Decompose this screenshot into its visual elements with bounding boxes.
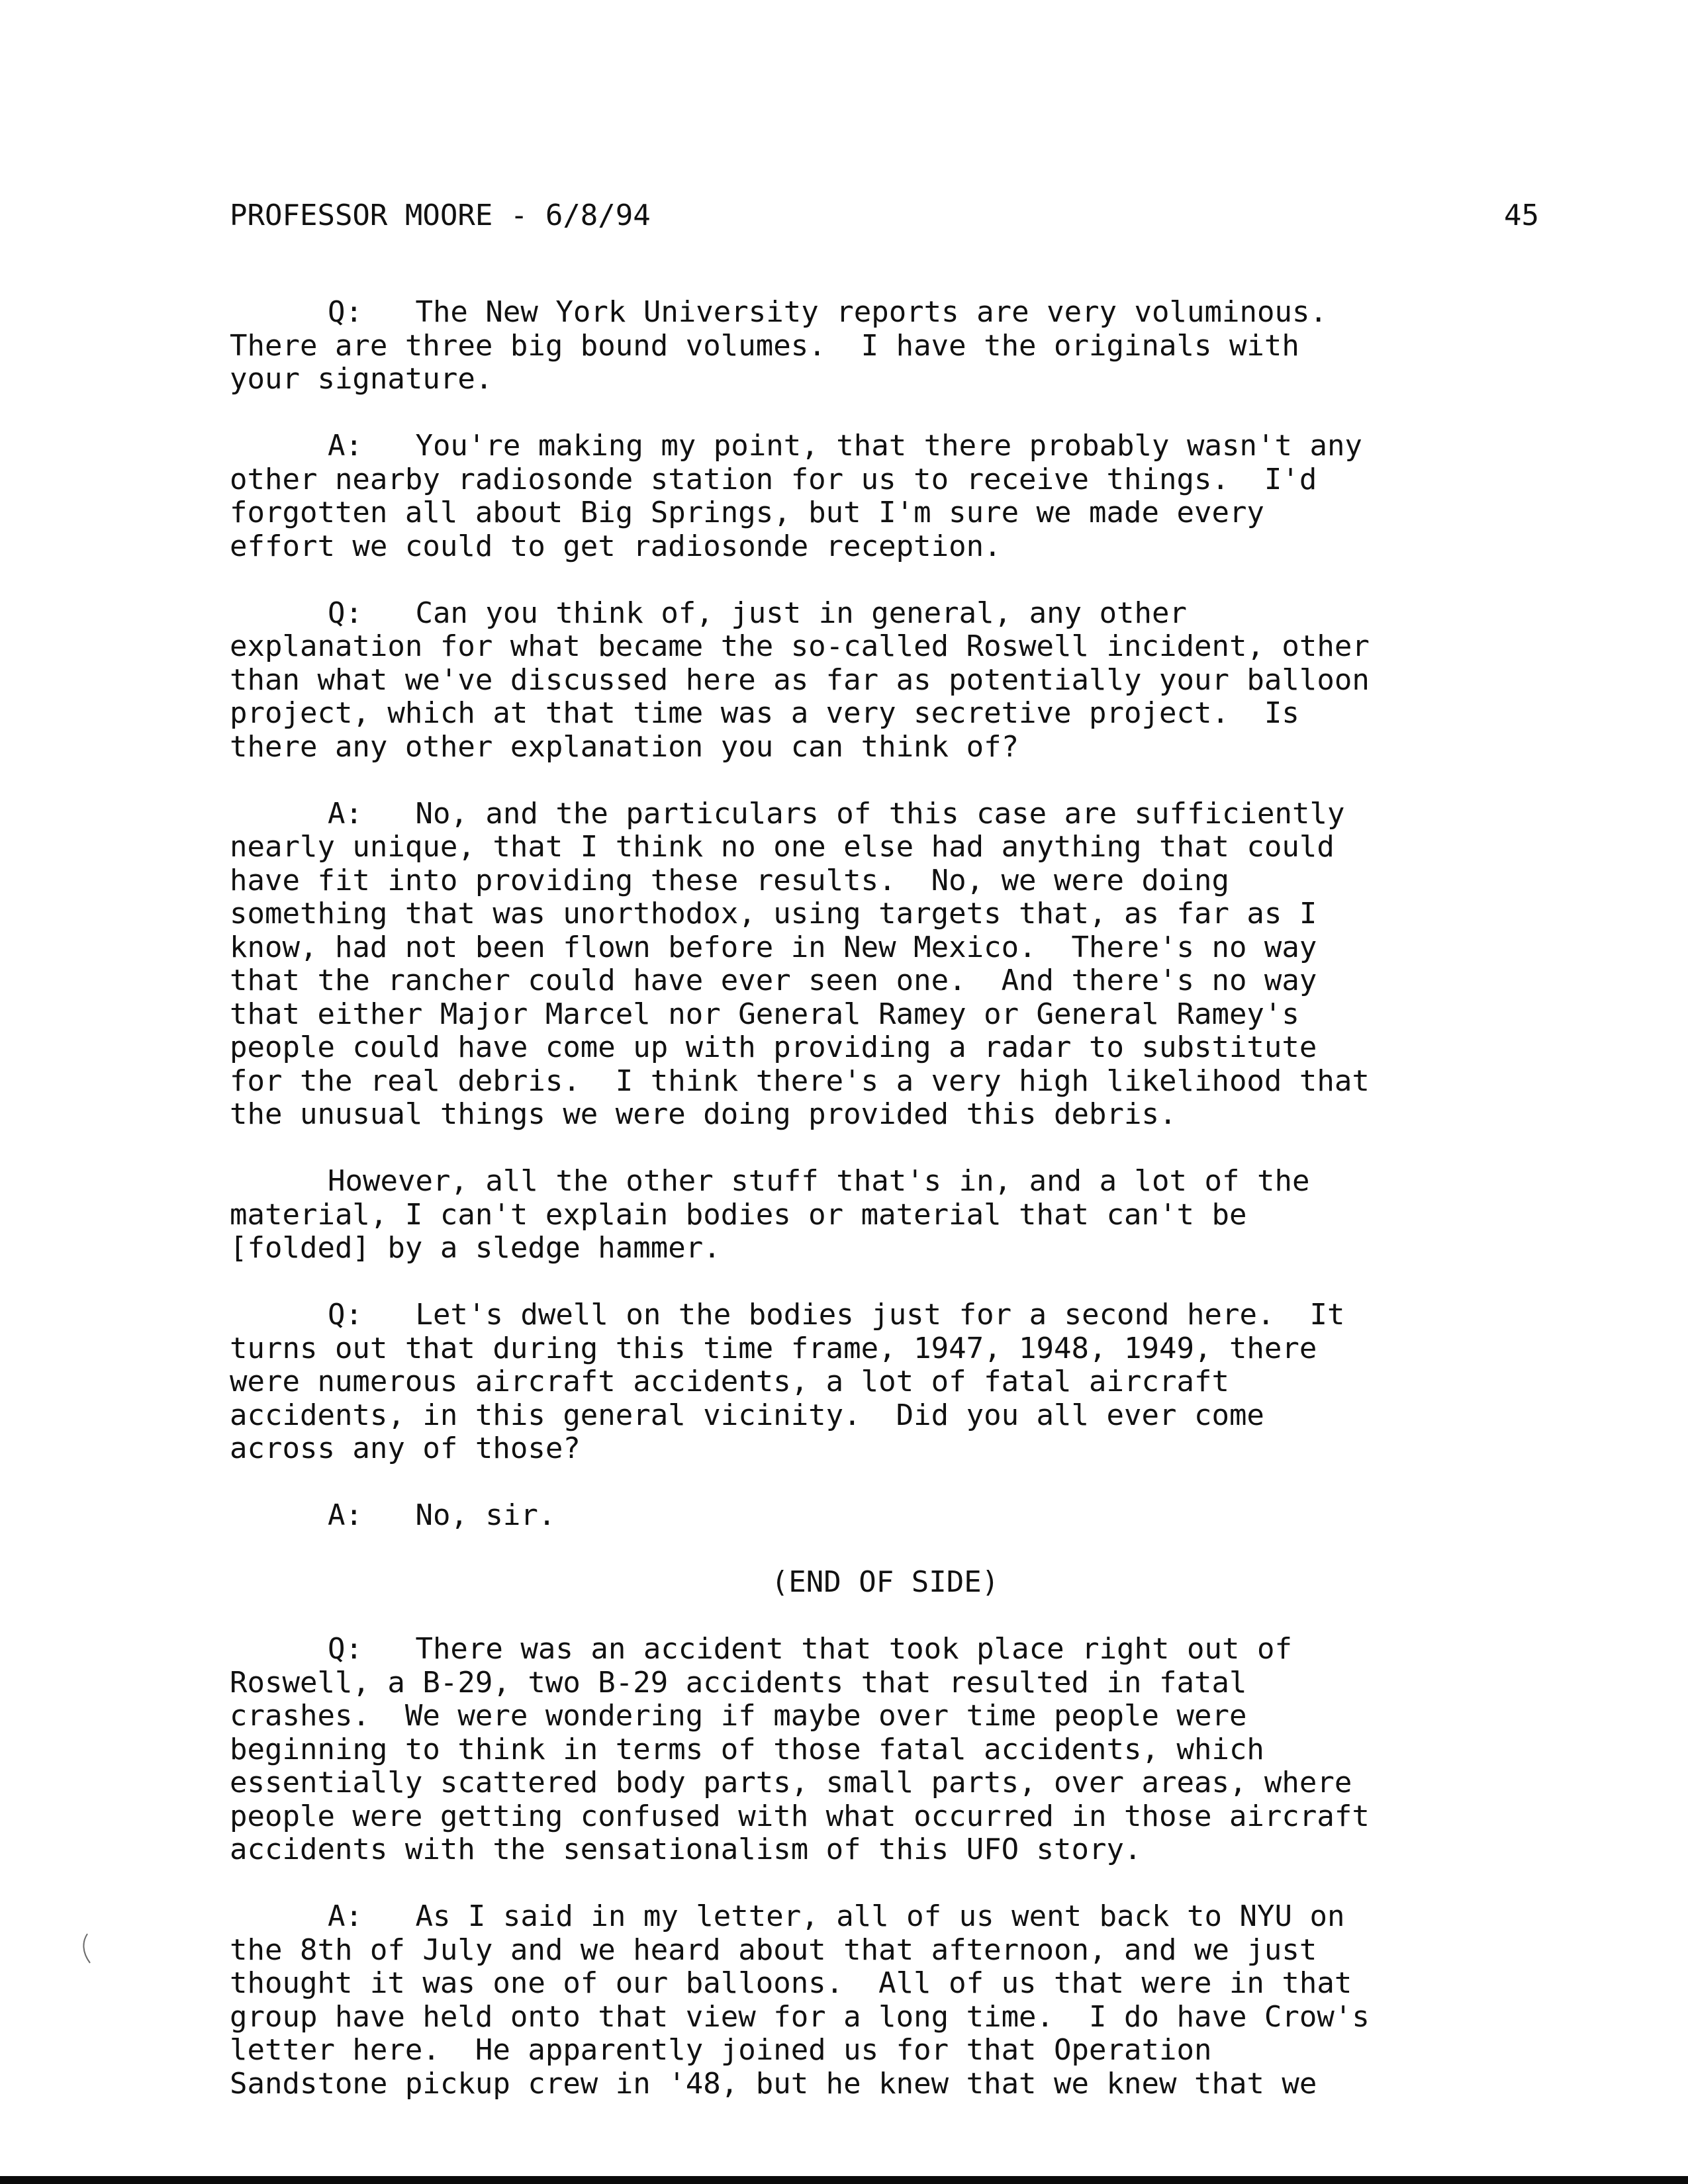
text-line: There are three big bound volumes. I have the originals with <box>230 328 1299 363</box>
page-bottom-edge <box>0 2176 1688 2184</box>
page-header <box>230 199 1539 233</box>
text-line: that the rancher could have ever seen one. And there's no way <box>230 964 1317 997</box>
text-line: something that was unorthodox, using targets that, as far as I <box>230 897 1317 931</box>
text-line: people were getting confused with what occurred in those aircraft <box>230 1799 1370 1833</box>
text-line: know, had not been flown before in New Mexico. There's no way <box>230 930 1317 964</box>
text-line: that either Major Marcel nor General Ramey or General Ramey's <box>230 997 1299 1031</box>
margin-pen-mark <box>78 1933 94 1966</box>
text-line: project, which at that time was a very secretive project. Is <box>230 696 1299 730</box>
text-line: A: No, sir. <box>328 1498 556 1532</box>
text-line: people could have come up with providing a radar to substitute <box>230 1030 1317 1064</box>
transcript-body <box>230 296 1540 2134</box>
end-of-side-note: (END OF SIDE) <box>771 1565 1000 1599</box>
transcript-paragraphs-continued <box>230 1633 1540 2101</box>
text-line: beginning to think in terms of those fatal accidents, which <box>230 1732 1264 1766</box>
text-line: However, all the other stuff that's in, and a lot of the <box>328 1164 1310 1198</box>
text-line: Q: Can you think of, just in general, any other <box>328 596 1188 630</box>
text-line: Sandstone pickup crew in '48, but he knew that we knew that we <box>230 2066 1317 2101</box>
text-line: letter here. He apparently joined us for that Operation <box>230 2033 1212 2067</box>
transcript-paragraph <box>230 597 1540 764</box>
text-line: effort we could to get radiosonde reception. <box>230 529 1002 563</box>
text-line: A: No, and the particulars of this case are sufficiently <box>328 796 1345 831</box>
text-line: Roswell, a B-29, two B-29 accidents that resulted in fatal <box>230 1665 1247 1700</box>
transcript-paragraph <box>230 1633 1540 1867</box>
transcript-paragraph <box>230 1298 1540 1466</box>
transcript-paragraph <box>230 1900 1540 2101</box>
text-line: there any other explanation you can think of? <box>230 729 1019 764</box>
text-line: your signature. <box>230 362 493 396</box>
text-line: across any of those? <box>230 1432 581 1465</box>
text-line: Q: There was an accident that took place right out of <box>328 1632 1292 1666</box>
text-line: essentially scattered body parts, small parts, over areas, where <box>230 1766 1352 1799</box>
page-number: 45 <box>1504 199 1539 232</box>
text-line: other nearby radiosonde station for us to receive things. I'd <box>230 462 1317 496</box>
text-line: thought it was one of our balloons. All of us that were in that <box>230 1966 1352 2000</box>
text-line: group have held onto that view for a long time. I do have Crow's <box>230 1999 1370 2034</box>
text-line: nearly unique, that I think no one else had anything that could <box>230 830 1335 864</box>
text-line: Q: Let's dwell on the bodies just for a second here. It <box>328 1298 1345 1332</box>
text-line: the unusual things we were doing provided this debris. <box>230 1097 1177 1131</box>
transcript-paragraph <box>230 430 1540 563</box>
transcript-paragraph <box>230 797 1540 1132</box>
text-line: accidents with the sensationalism of this UFO story. <box>230 1833 1142 1866</box>
text-line: for the real debris. I think there's a very high likelihood that <box>230 1064 1370 1098</box>
text-line: crashes. We were wondering if maybe over time people were <box>230 1699 1247 1733</box>
text-line: accidents, in this general vicinity. Did you all ever come <box>230 1398 1264 1432</box>
transcript-paragraphs <box>230 296 1540 1533</box>
text-line: [folded] by a sledge hammer. <box>230 1231 721 1265</box>
text-line: forgotten all about Big Springs, but I'm sure we made every <box>230 496 1264 529</box>
text-line: material, I can't explain bodies or material that can't be <box>230 1197 1247 1232</box>
transcript-paragraph <box>230 296 1540 396</box>
header-title: PROFESSOR MOORE - 6/8/94 <box>230 199 651 232</box>
text-line: were numerous aircraft accidents, a lot of fatal aircraft <box>230 1365 1229 1398</box>
text-line: A: As I said in my letter, all of us went back to NYU on <box>328 1899 1345 1933</box>
text-line: the 8th of July and we heard about that afternoon, and we just <box>230 1933 1317 1967</box>
text-line: explanation for what became the so-called Roswell incident, other <box>230 629 1370 663</box>
text-line: than what we've discussed here as far as potentially your balloon <box>230 662 1370 697</box>
text-line: Q: The New York University reports are very voluminous. <box>328 295 1327 329</box>
transcript-paragraph <box>230 1499 1540 1533</box>
text-line: turns out that during this time frame, 1947, 1948, 1949, there <box>230 1331 1317 1365</box>
text-line: have fit into providing these results. No, we were doing <box>230 863 1229 897</box>
transcript-paragraph <box>230 1165 1540 1265</box>
text-line: A: You're making my point, that there probably wasn't any <box>328 429 1362 463</box>
